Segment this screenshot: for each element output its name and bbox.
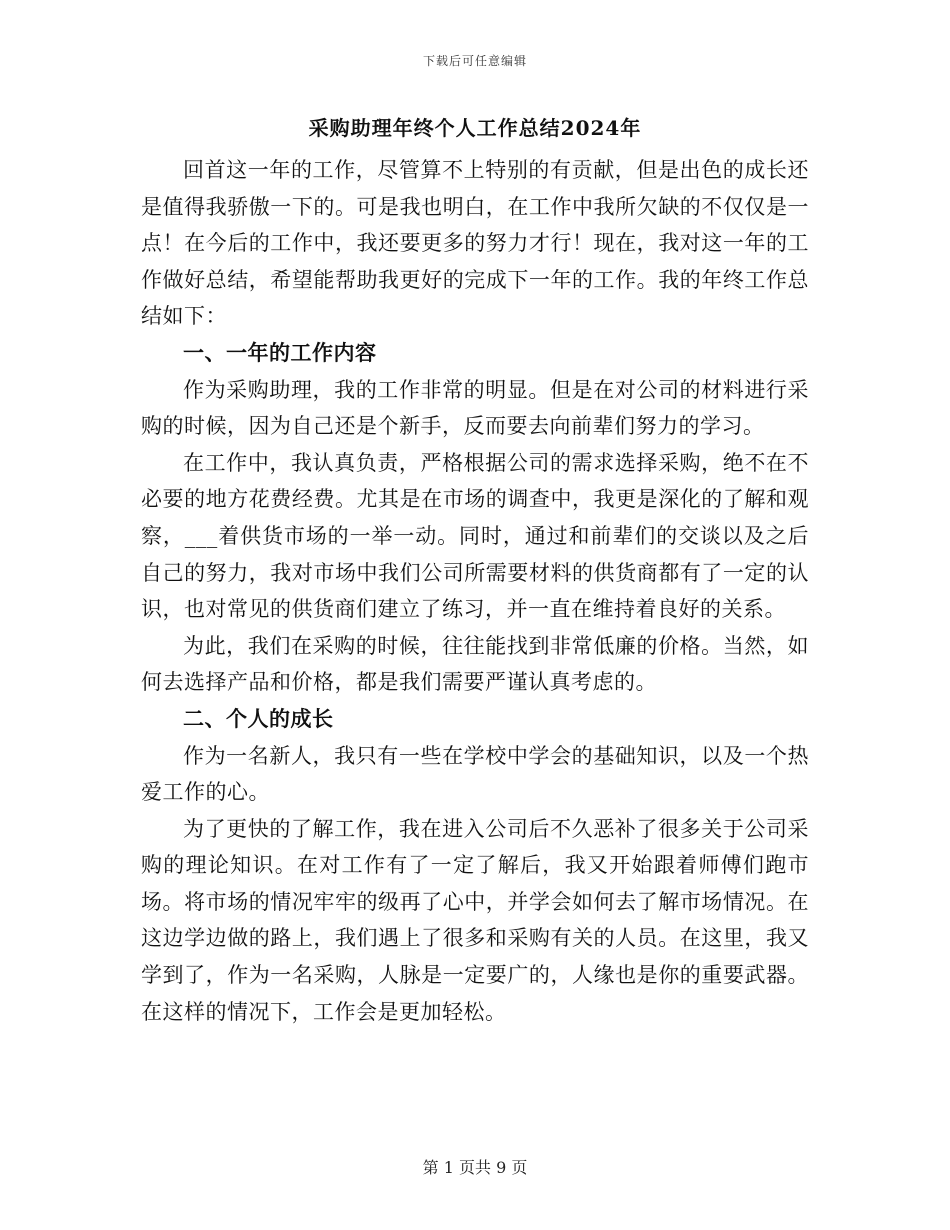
header-note: 下载后可任意编辑 <box>422 54 527 68</box>
section-heading-personal-growth: 二、个人的成长 <box>183 705 334 731</box>
paragraph-role: 作为采购助理，我的工作非常的明显。但是在对公司的材料进行采购的时候，因为自己还是个新手，反而要去向前辈们努力的学习。 <box>141 377 809 439</box>
document-body <box>141 108 809 1030</box>
paragraph-responsibility: 在工作中，我认真负责，严格根据公司的需求选择采购，绝不在不必要的地方花费经费。尤其是在市场的调查中，我更是深化的了解和观察，___着供货市场的一举一动。同时，通过和前辈们的交谈以及之后自己的努力，我对市场中我们公司所需要材料的供货商都有了一定的认识，也对常见的供货商们建立了练习，并一直在维持着良好的关系。 <box>141 450 809 622</box>
page-number: 第 1 页共 9 页 <box>422 1158 528 1177</box>
paragraph-intro: 回首这一年的工作，尽管算不上特别的有贡献，但是出色的成长还是值得我骄傲一下的。可是我也明白，在工作中我所欠缺的不仅仅是一点！在今后的工作中，我还要更多的努力才行！现在，我对这一年的工作做好总结，希望能帮助我更好的完成下一年的工作。我的年终工作总结如下： <box>141 158 809 329</box>
section-heading-work-content: 一、一年的工作内容 <box>183 339 377 365</box>
paragraph-newcomer: 作为一名新人，我只有一些在学校中学会的基础知识，以及一个热爱工作的心。 <box>141 743 809 805</box>
paragraph-pricing: 为此，我们在采购的时候，往往能找到非常低廉的价格。当然，如何去选择产品和价格，都是我们需要严谨认真考虑的。 <box>141 633 809 695</box>
document-title: 采购助理年终个人工作总结2024年 <box>308 116 642 140</box>
paragraph-learning: 为了更快的了解工作，我在进入公司后不久恶补了很多关于公司采购的理论知识。在对工作有了一定了解后，我又开始跟着师傅们跑市场。将市场的情况牢牢的级再了心中，并学会如何去了解市场情况。在这边学边做的路上，我们遇上了很多和采购有关的人员。在这里，我又学到了，作为一名采购，人脉是一定要广的，人缘也是你的重要武器。在这样的情况下，工作会是更加轻松。 <box>141 816 809 1024</box>
